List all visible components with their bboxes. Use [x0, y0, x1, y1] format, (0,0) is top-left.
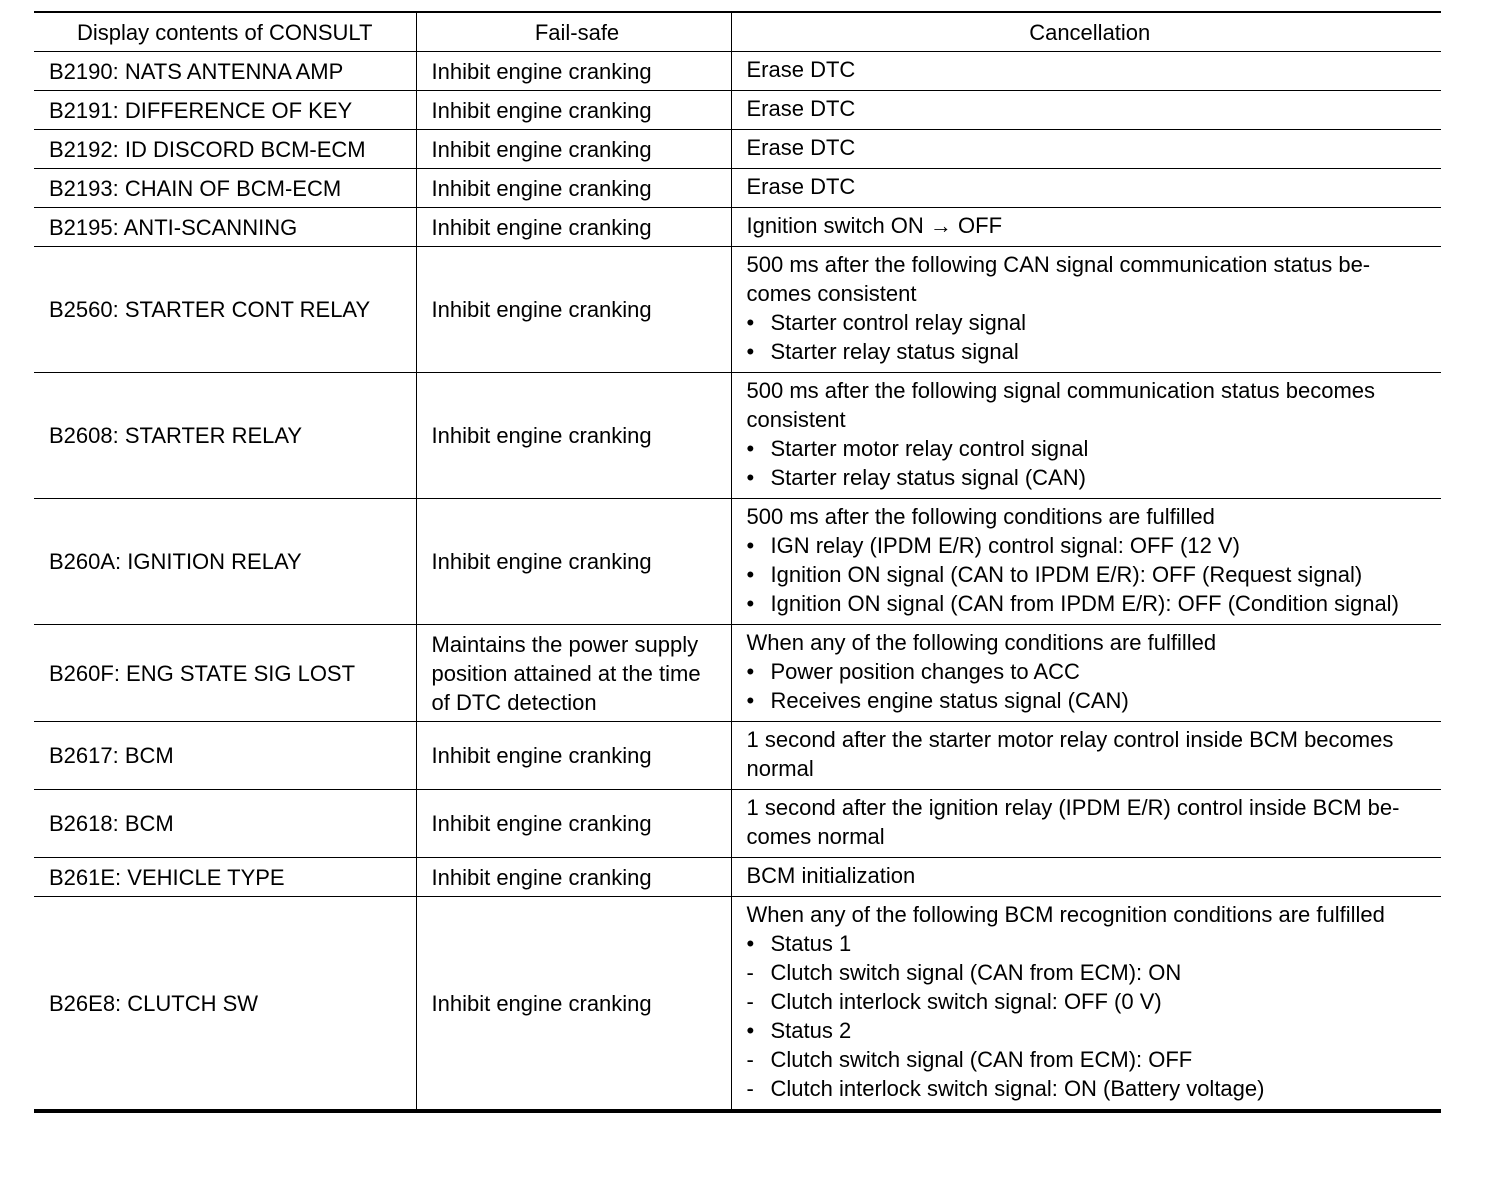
consult-display-cell: B2617: BCM: [34, 722, 416, 790]
table-row: [34, 499, 1441, 625]
table-row: [34, 625, 1441, 722]
list-marker: •: [746, 465, 755, 490]
consult-display-cell: B260F: ENG STATE SIG LOST: [34, 625, 416, 722]
list-item-text: Starter relay status signal (CAN): [770, 465, 1086, 490]
failsafe-line: Inhibit engine cranking: [431, 58, 652, 84]
consult-display-cell: B2560: STARTER CONT RELAY: [34, 247, 416, 373]
failsafe-cell: [416, 722, 731, 790]
list-marker: -: [746, 1047, 754, 1072]
cancellation-line: consistent: [746, 407, 846, 432]
cancellation-list-item: [747, 958, 1434, 987]
cancellation-list-item: [747, 589, 1434, 618]
failsafe-line: Inhibit engine cranking: [431, 136, 652, 162]
cancellation-list-item: [747, 657, 1434, 686]
cancellation-line: 500 ms after the following signal communication status becomes: [746, 378, 1376, 403]
failsafe-line: Maintains the power supply: [431, 631, 699, 657]
cancellation-line: 500 ms after the following CAN signal communication status be-: [746, 252, 1371, 277]
cancellation-cell: [731, 130, 1441, 169]
failsafe-line: Inhibit engine cranking: [431, 549, 652, 574]
failsafe-line: Inhibit engine cranking: [431, 864, 652, 890]
cancellation-list-item: [747, 463, 1434, 492]
cancellation-cell: [731, 169, 1441, 208]
failsafe-cell: [416, 858, 731, 897]
list-item-text: Clutch switch signal (CAN from ECM): ON: [770, 960, 1182, 985]
cancellation-line: Erase DTC: [746, 135, 856, 160]
list-marker: •: [746, 688, 755, 713]
list-item-text: IGN relay (IPDM E/R) control signal: OFF (12 V): [770, 533, 1240, 558]
consult-display-cell: B2195: ANTI-SCANNING: [34, 208, 416, 247]
cancellation-list-item: [747, 987, 1434, 1016]
list-marker: •: [746, 533, 755, 558]
cancellation-list-item: [747, 686, 1434, 715]
table-row: [34, 858, 1441, 897]
failsafe-line: Inhibit engine cranking: [431, 214, 652, 240]
failsafe-cell: [416, 169, 731, 208]
header-cancellation: Cancellation: [731, 12, 1441, 52]
failsafe-line: Inhibit engine cranking: [431, 743, 652, 768]
failsafe-cell: [416, 52, 731, 91]
cancellation-cell: [731, 858, 1441, 897]
list-marker: •: [746, 591, 755, 616]
table-row: [34, 208, 1441, 247]
cancellation-cell: [731, 373, 1441, 499]
list-item-text: Ignition ON signal (CAN from IPDM E/R): OFF (Condition signal): [770, 591, 1399, 616]
failsafe-line: of DTC detection: [431, 689, 597, 715]
cancellation-line: comes normal: [746, 824, 885, 849]
list-item-text: Starter relay status signal: [770, 339, 1019, 364]
table-row: [34, 130, 1441, 169]
list-item-text: Starter motor relay control signal: [770, 436, 1089, 461]
table-row: [34, 52, 1441, 91]
cancellation-cell: [731, 52, 1441, 91]
consult-display-cell: B261E: VEHICLE TYPE: [34, 858, 416, 897]
cancellation-list-item: [747, 531, 1434, 560]
consult-display-cell: B2618: BCM: [34, 790, 416, 858]
list-marker: •: [746, 562, 755, 587]
cancellation-line: comes consistent: [746, 281, 917, 306]
list-marker: -: [746, 989, 754, 1014]
consult-display-cell: B2608: STARTER RELAY: [34, 373, 416, 499]
list-item-text: Starter control relay signal: [770, 310, 1027, 335]
cancellation-list-item: [747, 929, 1434, 958]
failsafe-cell: [416, 247, 731, 373]
list-marker: •: [746, 931, 755, 956]
cancellation-line: 1 second after the ignition relay (IPDM E/R) control inside BCM be-: [746, 795, 1400, 820]
list-item-text: Status 2: [770, 1018, 852, 1043]
failsafe-cell: [416, 897, 731, 1112]
cancellation-line: normal: [746, 756, 814, 781]
failsafe-cell: [416, 208, 731, 247]
failsafe-cell: [416, 373, 731, 499]
list-marker: •: [746, 310, 755, 335]
cancellation-cell: [731, 91, 1441, 130]
cancellation-list-item: [747, 1016, 1434, 1045]
failsafe-cell: [416, 790, 731, 858]
failsafe-line: Inhibit engine cranking: [431, 97, 652, 123]
table-row: [34, 897, 1441, 1112]
failsafe-cell: [416, 91, 731, 130]
list-item-text: Clutch interlock switch signal: OFF (0 V): [770, 989, 1162, 1014]
fail-safe-table: [34, 11, 1441, 1113]
list-item-text: Receives engine status signal (CAN): [770, 688, 1129, 713]
list-item-text: Status 1: [770, 931, 852, 956]
failsafe-line: Inhibit engine cranking: [431, 811, 652, 836]
cancellation-cell: [731, 897, 1441, 1112]
list-marker: •: [746, 436, 755, 461]
failsafe-line: Inhibit engine cranking: [431, 175, 652, 201]
table-row: [34, 91, 1441, 130]
cancellation-list-item: [747, 1045, 1434, 1074]
cancellation-cell: [731, 208, 1441, 247]
cancellation-cell: [731, 790, 1441, 858]
cancellation-line: When any of the following BCM recognition conditions are fulfilled: [746, 902, 1385, 927]
consult-display-cell: B2190: NATS ANTENNA AMP: [34, 52, 416, 91]
list-marker: -: [746, 1076, 754, 1101]
failsafe-cell: [416, 130, 731, 169]
cancellation-list-item: [747, 1074, 1434, 1103]
cancellation-line: When any of the following conditions are fulfilled: [746, 630, 1217, 655]
cancellation-list-item: [747, 337, 1434, 366]
table-row: [34, 722, 1441, 790]
failsafe-cell: [416, 625, 731, 722]
cancellation-line: BCM initialization: [746, 863, 916, 888]
list-marker: •: [746, 1018, 755, 1043]
cancellation-line: Erase DTC: [746, 96, 856, 121]
cancellation-cell: [731, 247, 1441, 373]
cancellation-line: 500 ms after the following conditions are fulfilled: [746, 504, 1215, 529]
cancellation-cell: [731, 625, 1441, 722]
failsafe-line: Inhibit engine cranking: [431, 423, 652, 448]
cancellation-cell: [731, 722, 1441, 790]
list-marker: -: [746, 960, 754, 985]
cancellation-line: Ignition switch ON → OFF: [746, 213, 1003, 238]
list-item-text: Ignition ON signal (CAN to IPDM E/R): OFF (Request signal): [770, 562, 1363, 587]
consult-display-cell: B26E8: CLUTCH SW: [34, 897, 416, 1112]
list-item-text: Power position changes to ACC: [770, 659, 1080, 684]
list-item-text: Clutch switch signal (CAN from ECM): OFF: [770, 1047, 1193, 1072]
consult-display-cell: B2192: ID DISCORD BCM-ECM: [34, 130, 416, 169]
header-failsafe: Fail-safe: [416, 12, 731, 52]
list-marker: •: [746, 659, 755, 684]
table-row: [34, 790, 1441, 858]
header-consult: Display contents of CONSULT: [34, 12, 416, 52]
consult-display-cell: B2191: DIFFERENCE OF KEY: [34, 91, 416, 130]
header-row: [34, 12, 1441, 52]
cancellation-list-item: [747, 434, 1434, 463]
consult-display-cell: B2193: CHAIN OF BCM-ECM: [34, 169, 416, 208]
table-row: [34, 169, 1441, 208]
consult-display-cell: B260A: IGNITION RELAY: [34, 499, 416, 625]
failsafe-line: position attained at the time: [431, 660, 701, 686]
cancellation-line: Erase DTC: [746, 57, 856, 82]
list-marker: •: [746, 339, 755, 364]
failsafe-line: Inhibit engine cranking: [431, 990, 652, 1016]
failsafe-cell: [416, 499, 731, 625]
table-row: [34, 247, 1441, 373]
cancellation-line: 1 second after the starter motor relay control inside BCM becomes: [746, 727, 1394, 752]
cancellation-line: Erase DTC: [746, 174, 856, 199]
failsafe-line: Inhibit engine cranking: [431, 297, 652, 322]
cancellation-list-item: [747, 308, 1434, 337]
cancellation-list-item: [747, 560, 1434, 589]
table-row: [34, 373, 1441, 499]
list-item-text: Clutch interlock switch signal: ON (Battery voltage): [770, 1076, 1265, 1101]
cancellation-cell: [731, 499, 1441, 625]
